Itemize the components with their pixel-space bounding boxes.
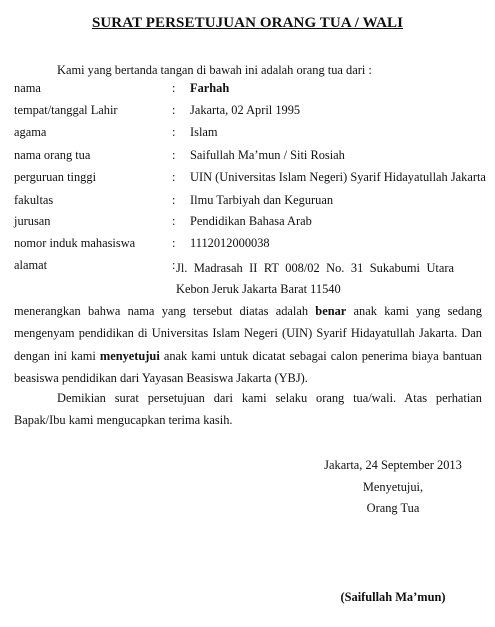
- place-date: Jakarta, 24 September 2013: [324, 458, 462, 472]
- field-label: tempat/tanggal Lahir: [14, 103, 118, 117]
- field-separator: :: [172, 193, 176, 207]
- statement-emphasis: benar: [315, 304, 347, 318]
- statement-emphasis: menyetujui: [99, 348, 160, 363]
- intro-sentence: Kami yang bertanda tangan di bawah ini adalah orang tua dari :: [57, 63, 372, 77]
- field-value: Ilmu Tarbiyah dan Keguruan: [190, 193, 334, 207]
- signature-block: [290, 455, 495, 520]
- field-separator: :: [172, 103, 176, 117]
- field-value: 1112012000038: [190, 236, 270, 250]
- field-label: jurusan: [14, 214, 51, 228]
- field-label: nama: [14, 81, 41, 95]
- field-value: Islam: [190, 125, 218, 139]
- field-value: Jakarta, 02 April 1995: [190, 103, 301, 117]
- closing-paragraph: Demikian surat persetujuan dari kami selaku orang tua/wali. Atas perhatian Bapak/Ibu kami mengucapkan terima kasih.: [14, 391, 482, 428]
- signer-name: (Saifullah Ma’mun): [340, 590, 446, 604]
- field-label: perguruan tinggi: [14, 170, 97, 184]
- field-value: UIN (Universitas Islam Negeri) Syarif Hidayatullah Jakarta: [190, 170, 486, 184]
- field-separator: :: [172, 258, 176, 272]
- field-value: Pendidikan Bahasa Arab: [190, 214, 312, 228]
- signer-role: Orang Tua: [366, 501, 420, 515]
- field-separator: :: [172, 125, 176, 139]
- statement-text: anak kami yang sedang mengenyam pendidikan di Universitas Islam Negeri (UIN) Syarif Hidayatullah Jakarta. Dan dengan ini kami: [14, 304, 482, 363]
- statement-paragraph: [14, 300, 482, 389]
- field-separator: :: [172, 81, 176, 95]
- field-separator: :: [172, 236, 176, 250]
- field-separator: :: [172, 148, 176, 162]
- letter-title: SURAT PERSETUJUAN ORANG TUA / WALI: [91, 15, 404, 31]
- field-label: nomor induk mahasiswa: [14, 236, 136, 250]
- field-value: Saifullah Ma’mun / Siti Rosiah: [190, 148, 345, 162]
- statement-text: anak kami untuk dicatat sebagai calon penerima biaya bantuan beasiswa pendidikan dari Yayasan Beasiswa Jakarta (YBJ).: [14, 348, 482, 385]
- field-label: nama orang tua: [14, 148, 91, 162]
- field-separator: :: [172, 170, 176, 184]
- field-label: fakultas: [14, 193, 54, 207]
- address-value: Jl. Madrasah II RT 008/02 No. 31 Sukabumi Utara Kebon Jeruk Jakarta Barat 11540: [176, 261, 454, 296]
- field-value: Farhah: [190, 81, 230, 95]
- field-label: alamat: [14, 258, 48, 272]
- field-separator: :: [172, 214, 176, 228]
- approval-label: Menyetujui,: [362, 479, 424, 494]
- field-label: agama: [14, 125, 47, 139]
- statement-text: menerangkan bahwa nama yang tersebut diatas adalah: [14, 304, 316, 318]
